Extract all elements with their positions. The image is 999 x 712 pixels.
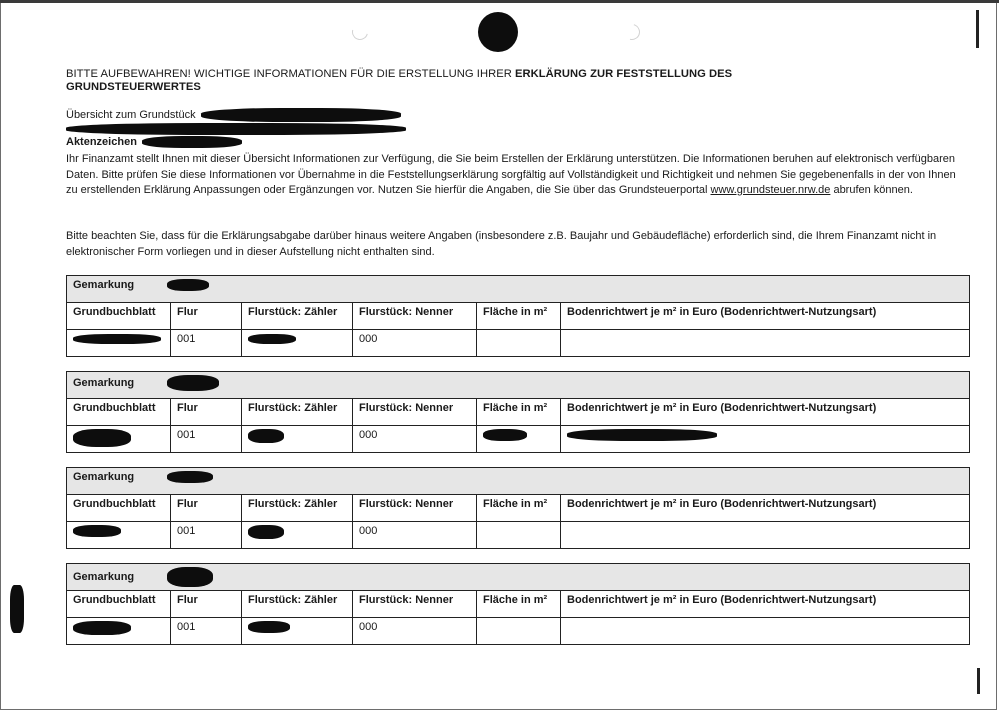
cell-grundbuchblatt [67,618,171,645]
cell-grundbuchblatt [67,330,171,357]
gemarkung-cell: Gemarkung [67,276,970,303]
zaehler-redaction [248,429,284,443]
grundbuchblatt-redaction [73,429,131,447]
cell-flaeche [477,618,561,645]
col-header-flaeche: Fläche in m² [477,399,561,426]
parcel-table-3 [66,467,970,549]
cell-flaeche [477,330,561,357]
info-paragraph: Ihr Finanzamt stellt Ihnen mit dieser Übersicht Informationen zur Verfügung, die Sie beim Erstellen der Erklärung unterstützen. Die Informationen beruhen auf elektronisch verfügbaren Daten. Bitte prüfen Sie diese Informationen vor Übernahme in die Feststellungserklärung sorgfältig auf Vollständigkeit und Richtigkeit und nehmen Sie gegebenenfalls in der von Ihnen zu erstellenden Erklärung Anpassungen oder Ergänzungen vor. Nutzen Sie hierfür die Angaben, die Sie über das Grundsteuerportal www.grundsteuer.nrw.de abrufen können. [66,153,956,196]
gemarkung-redaction [167,471,213,483]
col-header-zaehler: Flurstück: Zähler [242,399,353,426]
parcel-table-1 [66,275,970,357]
overview-label: Übersicht zum Grundstück [66,108,196,121]
gemarkung-redaction [167,567,213,587]
col-header-nenner: Flurstück: Nenner [353,591,477,618]
col-header-zaehler: Flurstück: Zähler [242,495,353,522]
col-header-flur: Flur [171,399,242,426]
col-header-zaehler: Flurstück: Zähler [242,591,353,618]
col-header-flur: Flur [171,303,242,330]
grundbuchblatt-redaction [73,621,131,635]
cell-zaehler [242,522,353,549]
cell-zaehler [242,330,353,357]
cell-grundbuchblatt [67,426,171,453]
overview-line [66,108,401,122]
cell-flur: 001 [171,522,242,549]
cell-nenner: 000 [353,330,477,357]
bodenrichtwert-redaction [567,429,717,441]
zaehler-redaction [248,621,290,633]
col-header-flaeche: Fläche in m² [477,591,561,618]
address-redaction-2 [66,123,406,135]
cell-bodenrichtwert [561,522,970,549]
col-header-bodenrichtwert: Bodenrichtwert je m² in Euro (Bodenrichtwert-Nutzungsart) [561,399,970,426]
edge-mark-bottom-right [977,668,980,694]
scan-top-edge [0,0,999,3]
cell-flur: 001 [171,426,242,453]
flaeche-redaction [483,429,527,441]
cell-flaeche [477,426,561,453]
cell-bodenrichtwert [561,618,970,645]
parcel-table-4 [66,563,970,645]
gemarkung-redaction [167,279,209,291]
cell-zaehler [242,618,353,645]
grundbuchblatt-redaction [73,334,161,344]
notice-paragraph: Bitte beachten Sie, dass für die Erklärungsabgabe darüber hinaus weitere Angaben (insbesondere z.B. Baujahr und Gebäudefläche) erforderlich sind, die Ihrem Finanzamt nicht in elektronischer Form vorliegen und in dieser Aufstellung nicht enthalten sind. [66,230,937,258]
col-header-bodenrichtwert: Bodenrichtwert je m² in Euro (Bodenrichtwert-Nutzungsart) [561,495,970,522]
address-redaction [201,108,401,122]
col-header-flur: Flur [171,495,242,522]
col-header-nenner: Flurstück: Nenner [353,399,477,426]
gemarkung-cell: Gemarkung [67,564,970,591]
col-header-grundbuchblatt: Grundbuchblatt [67,591,171,618]
col-header-flur: Flur [171,591,242,618]
col-header-flaeche: Fläche in m² [477,303,561,330]
cell-bodenrichtwert [561,426,970,453]
col-header-zaehler: Flurstück: Zähler [242,303,353,330]
col-header-bodenrichtwert: Bodenrichtwert je m² in Euro (Bodenrichtwert-Nutzungsart) [561,591,970,618]
grundsteuer-portal-link[interactable]: www.grundsteuer.nrw.de [710,184,831,196]
zaehler-redaction [248,334,296,344]
cell-zaehler [242,426,353,453]
cell-flur: 001 [171,330,242,357]
grundbuchblatt-redaction [73,525,121,537]
file-number-line [66,136,242,148]
cell-nenner: 000 [353,522,477,549]
col-header-flaeche: Fläche in m² [477,495,561,522]
col-header-grundbuchblatt: Grundbuchblatt [67,399,171,426]
col-header-bodenrichtwert: Bodenrichtwert je m² in Euro (Bodenrichtwert-Nutzungsart) [561,303,970,330]
parcel-table-2 [66,371,970,453]
file-number-label: Aktenzeichen [66,136,137,148]
cell-flur: 001 [171,618,242,645]
document-heading: BITTE AUFBEWAHREN! WICHTIGE INFORMATIONEN FÜR DIE ERSTELLUNG IHRER ERKLÄRUNG ZUR FESTSTELLUNG DES GRUNDSTEUERWERTES [66,68,733,93]
col-header-grundbuchblatt: Grundbuchblatt [67,495,171,522]
col-header-nenner: Flurstück: Nenner [353,303,477,330]
edge-mark-top-right [976,10,979,48]
col-header-nenner: Flurstück: Nenner [353,495,477,522]
cell-bodenrichtwert [561,330,970,357]
gemarkung-cell: Gemarkung [67,468,970,495]
cell-flaeche [477,522,561,549]
logo-redaction [478,12,518,52]
col-header-grundbuchblatt: Grundbuchblatt [67,303,171,330]
gemarkung-cell: Gemarkung [67,372,970,399]
gemarkung-redaction [167,375,219,391]
cell-nenner: 000 [353,426,477,453]
cell-nenner: 000 [353,618,477,645]
zaehler-redaction [248,525,284,539]
margin-redaction [10,585,24,633]
cell-grundbuchblatt [67,522,171,549]
file-number-redaction [142,136,242,148]
